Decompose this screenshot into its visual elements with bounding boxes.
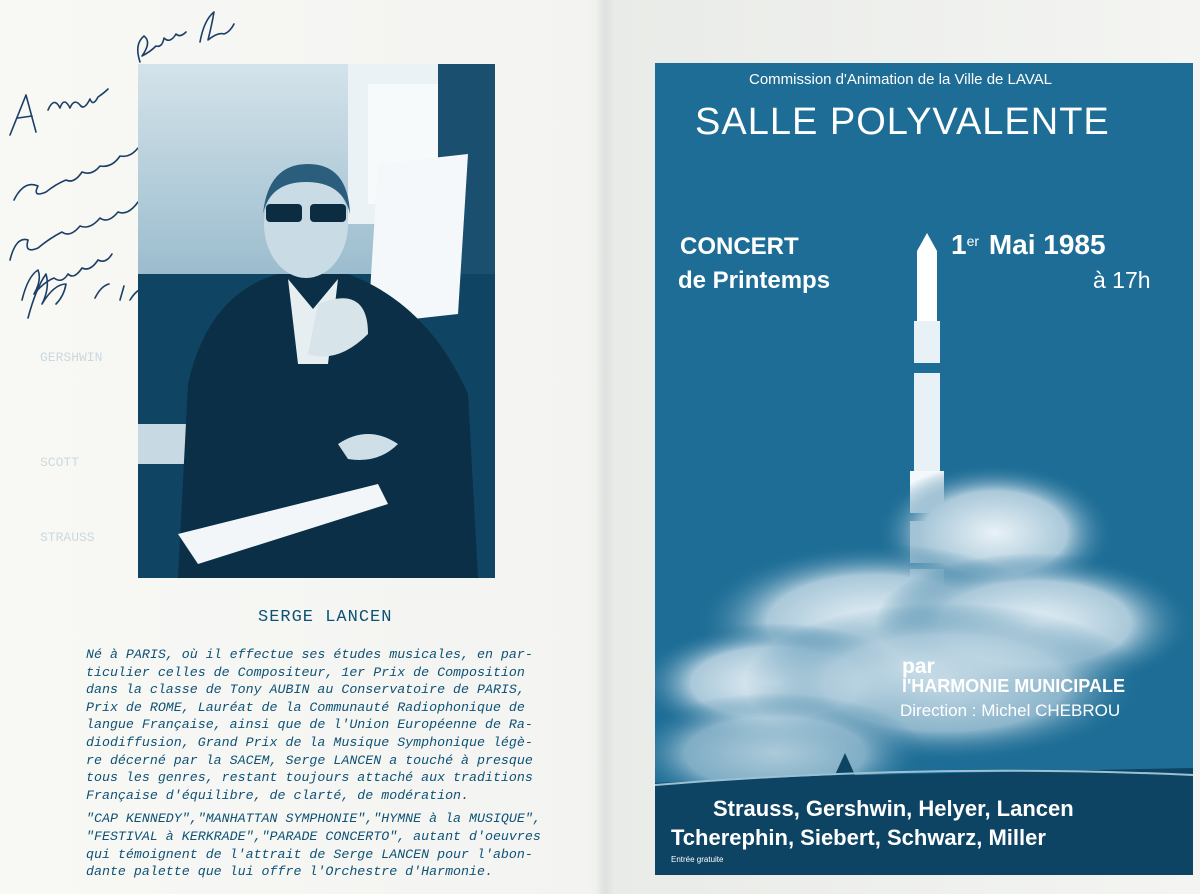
bio-line: tous les genres, restant toujours attaché aux traditions	[86, 770, 533, 786]
commission-text: Commission d'Animation de la Ville de LAVAL	[749, 71, 1053, 88]
by-label: par	[902, 655, 935, 678]
concert-time: à 17h	[1093, 267, 1151, 293]
date-day: 1	[951, 229, 967, 260]
works-line: qui témoignent de l'attrait de Serge LANCEN pour l'abon-	[86, 846, 533, 862]
composers-line: Strauss, Gershwin, Helyer, Lancen	[713, 796, 1074, 821]
center-fold	[596, 0, 614, 894]
show-through-text: GERSHWIN	[40, 350, 103, 365]
concert-date	[951, 229, 1106, 261]
works-line: "CAP KENNEDY","MANHATTAN SYMPHONIE","HYMNE à la MUSIQUE",	[86, 811, 541, 827]
rocket-launch-image	[655, 63, 1193, 875]
date-suffix: er	[966, 233, 980, 249]
concert-title: CONCERT	[680, 233, 799, 260]
works-line: "FESTIVAL à KERKRADE","PARADE CONCERTO", autant d'oeuvres	[86, 828, 541, 844]
bio-line: Française d'équilibre, de clarté, de modération.	[86, 787, 470, 803]
works-paragraph	[86, 810, 586, 880]
conductor: Direction : Michel CHEBROU	[900, 701, 1121, 720]
composer-photo	[138, 64, 495, 578]
composer-name: SERGE LANCEN	[258, 608, 393, 627]
composer-photo-image	[138, 64, 495, 578]
show-through-text: STRAUSS	[40, 530, 95, 545]
ensemble-name: l'HARMONIE MUNICIPALE	[902, 676, 1125, 696]
composers-line: Tcherephin, Siebert, Schwarz, Miller	[671, 825, 1046, 850]
bio-line: Né à PARIS, où il effectue ses études musicales, en par-	[86, 647, 533, 662]
free-entry: Entrée gratuite	[671, 855, 724, 864]
concert-subtitle: de Printemps	[678, 267, 831, 294]
show-through-text: SCOTT	[40, 455, 80, 470]
bio-line: langue Française, ainsi que de l'Union Européenne de Ra-	[86, 717, 533, 733]
bio-line: dans la classe de Tony AUBIN au Conservatoire de PARIS,	[86, 682, 525, 698]
date-month-year: Mai 1985	[988, 229, 1106, 260]
works-line: dante palette que lui offre l'Orchestre d'Harmonie.	[86, 864, 493, 880]
concert-poster	[655, 63, 1193, 875]
venue-title: SALLE POLYVALENTE	[695, 101, 1110, 143]
bio-line: diodiffusion, Grand Prix de la Musique Symphonique légè-	[86, 734, 533, 750]
composer-biography	[86, 646, 586, 887]
bio-line: re décerné par la SACEM, Serge LANCEN a touché à presque	[86, 752, 533, 768]
bio-paragraph	[86, 646, 586, 804]
bio-line: Prix de ROME, Lauréat de la Communauté Radiophonique de	[86, 699, 525, 715]
bio-line: ticulier celles de Compositeur, 1er Prix de Composition	[86, 664, 525, 680]
